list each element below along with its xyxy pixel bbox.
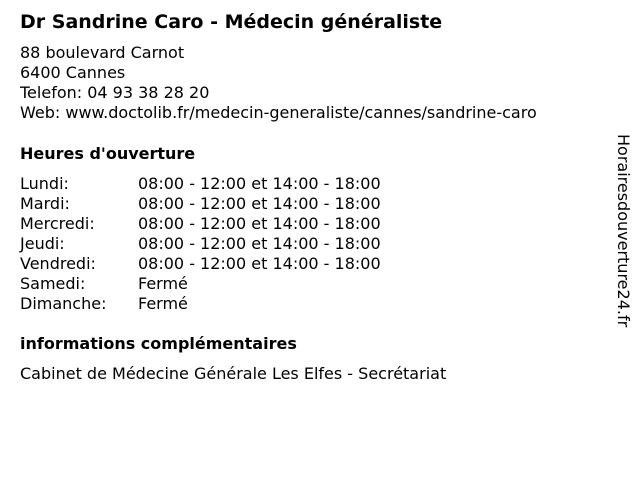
day-label: Samedi: [20,274,86,293]
day-hours: 08:00 - 12:00 et 14:00 - 18:00 [138,174,381,193]
day-hours: 08:00 - 12:00 et 14:00 - 18:00 [138,214,381,233]
phone-number: Telefon: 04 93 38 28 20 [20,83,210,102]
hours-row-monday [20,174,381,194]
day-label: Mercredi: [20,214,95,233]
hours-row-friday [20,254,381,274]
day-label: Vendredi: [20,254,96,273]
day-label: Dimanche: [20,294,107,313]
watermark-text: Horairesdouverture24.fr [614,134,633,328]
day-label: Mardi: [20,194,70,213]
day-label: Jeudi: [20,234,65,253]
website-link[interactable]: Web: www.doctolib.fr/medecin-generaliste/cannes/sandrine-caro [20,103,537,122]
day-hours: Fermé [138,274,188,293]
page-title: Dr Sandrine Caro - Médecin généraliste [20,11,443,33]
day-hours: 08:00 - 12:00 et 14:00 - 18:00 [138,254,381,273]
hours-row-tuesday [20,194,381,214]
hours-row-thursday [20,234,381,254]
day-hours: Fermé [138,294,188,313]
day-hours: 08:00 - 12:00 et 14:00 - 18:00 [138,234,381,253]
address-city: 6400 Cannes [20,63,126,82]
hours-row-wednesday [20,214,381,234]
watermark [612,134,636,344]
address-street: 88 boulevard Carnot [20,43,185,62]
address-block [20,43,537,123]
day-label: Lundi: [20,174,69,193]
hours-row-saturday [20,274,381,294]
info-text: Cabinet de Médecine Générale Les Elfes - Secrétariat [20,364,447,383]
hours-row-sunday [20,294,381,314]
info-heading: informations complémentaires [20,334,297,353]
hours-heading: Heures d'ouverture [20,144,196,163]
day-hours: 08:00 - 12:00 et 14:00 - 18:00 [138,194,381,213]
hours-table [20,174,381,314]
